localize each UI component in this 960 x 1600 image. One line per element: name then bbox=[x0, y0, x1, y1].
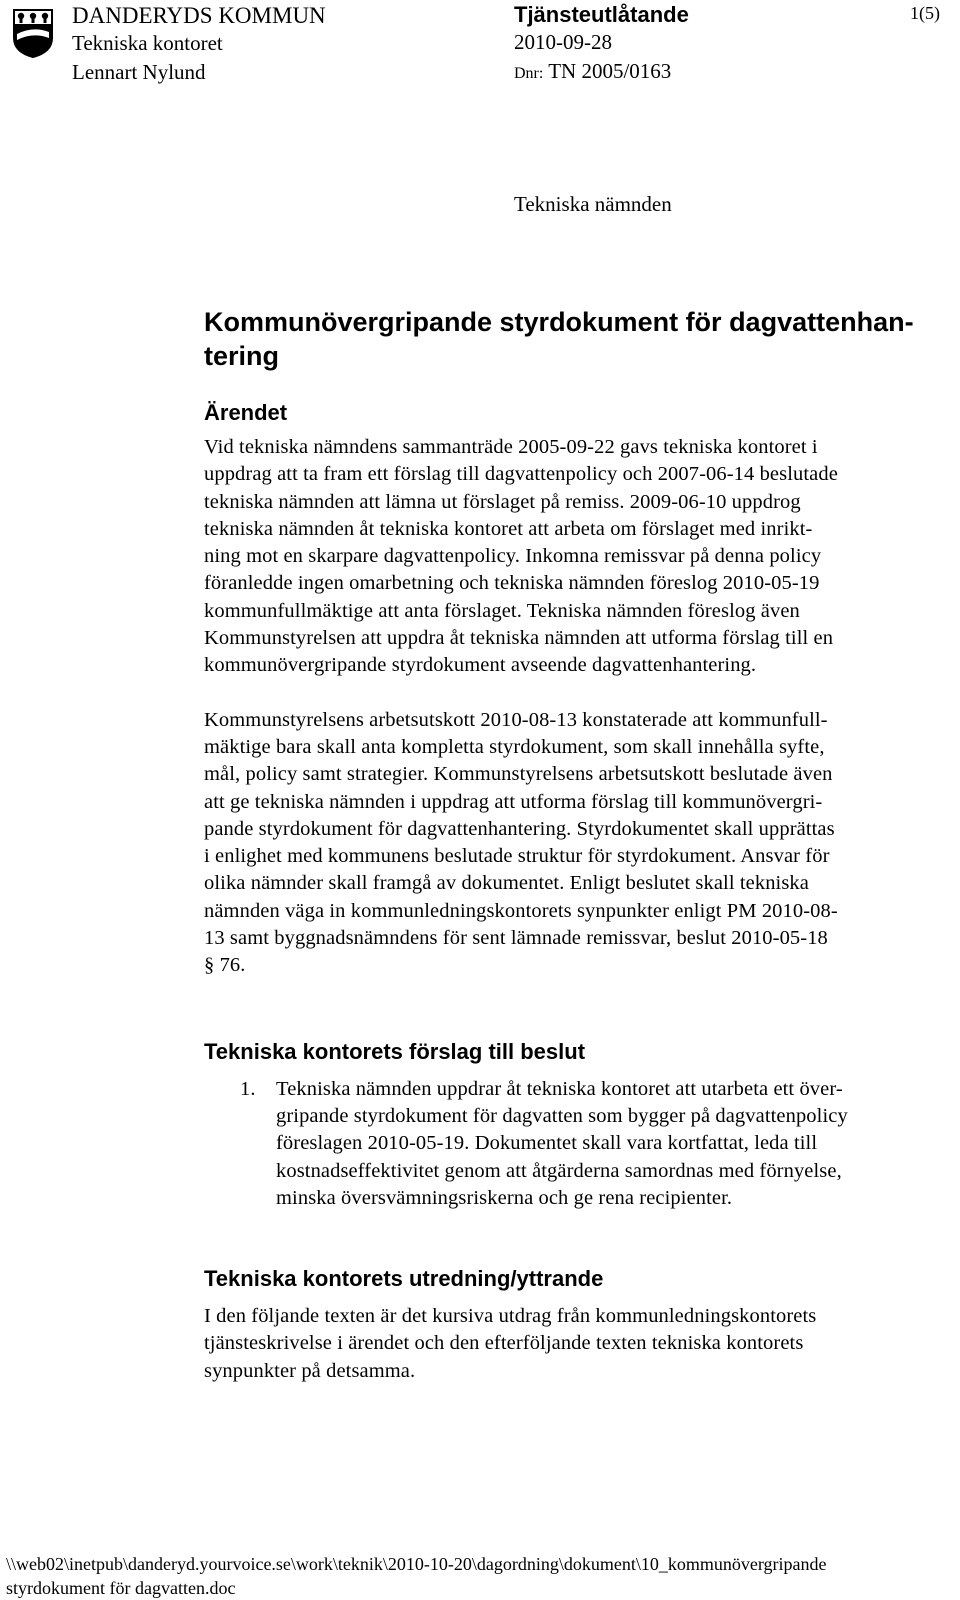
text-line: 13 samt byggnadsnämndens för sent lämnade remissvar, beslut 2010-05-18 bbox=[204, 927, 828, 950]
text-line: Vid tekniska nämndens sammanträde 2005-09-22 gavs tekniska kontoret i bbox=[204, 436, 818, 458]
organization-block bbox=[72, 2, 326, 87]
document-header bbox=[514, 2, 689, 88]
paragraph-arendet-2 bbox=[204, 707, 940, 980]
author-name: Lennart Nylund bbox=[72, 60, 206, 84]
text-line: uppdrag att ta fram ett förslag till dagvattenpolicy och 2007-06-14 beslutade bbox=[204, 463, 838, 486]
title-line: tering bbox=[204, 341, 280, 371]
text-line: Tekniska nämnden uppdrar åt tekniska kontoret att utarbeta ett över- bbox=[276, 1077, 843, 1100]
diary-number-value: TN 2005/0163 bbox=[548, 59, 672, 83]
text-line: I den följande texten är det kursiva utdrag från kommunledningskontorets bbox=[204, 1305, 817, 1328]
file-path-footer bbox=[6, 1552, 956, 1600]
text-line: kostnadseffektivitet genom att åtgärderna samordnas med förnyelse, bbox=[276, 1159, 842, 1182]
proposal-list-item bbox=[204, 1076, 940, 1212]
text-line: Kommunstyrelsens arbetsutskott 2010-08-13 konstaterade att kommunfull- bbox=[204, 708, 828, 731]
text-line: ning mot en skarpare dagvattenpolicy. Inkomna remissvar på denna policy bbox=[204, 545, 822, 568]
text-line: i enlighet med kommunens beslutade struktur för styrdokument. Ansvar för bbox=[204, 845, 830, 868]
text-line: att ge tekniska nämnden i uppdrag att utforma förslag till kommunövergri- bbox=[204, 790, 823, 813]
paragraph-arendet-1 bbox=[204, 434, 940, 680]
document-date: 2010-09-28 bbox=[514, 30, 612, 54]
text-line: pande styrdokument för dagvattenhantering. Styrdokumentet skall upprättas bbox=[204, 817, 835, 840]
text-line: kommunövergripande styrdokument avseende dagvattenhantering. bbox=[204, 654, 757, 677]
text-line: minska översvämningsriskerna och ge rena recipienter. bbox=[276, 1186, 733, 1209]
danderyd-coat-of-arms-logo bbox=[12, 8, 54, 58]
document-title bbox=[204, 305, 940, 373]
section-heading-proposal: Tekniska kontorets förslag till beslut bbox=[204, 1038, 586, 1064]
text-line: föranledde ingen omarbetning och tekniska nämnden föreslog 2010-05-19 bbox=[204, 572, 820, 595]
text-line: nämnden väga in kommunledningskontorets synpunkter enligt PM 2010-08- bbox=[204, 899, 838, 922]
text-line: gripande styrdokument för dagvatten som bygger på dagvattenpolicy bbox=[276, 1104, 848, 1127]
organization-name: DANDERYDS KOMMUN bbox=[72, 3, 326, 28]
diary-number-label: Dnr: bbox=[514, 65, 544, 82]
text-line: olika nämnder skall framgå av dokumentet. Enligt beslutet skall tekniska bbox=[204, 872, 809, 895]
paragraph-statement bbox=[204, 1303, 940, 1385]
text-line: tekniska nämnden åt tekniska kontoret att arbeta om förslaget med inrikt- bbox=[204, 517, 813, 540]
section-heading-statement: Tekniska kontorets utredning/yttrande bbox=[204, 1266, 604, 1292]
text-line: mål, policy samt strategier. Kommunstyrelsens arbetsutskott beslutade även bbox=[204, 763, 833, 786]
text-line: § 76. bbox=[204, 954, 246, 977]
text-line: synpunkter på detsamma. bbox=[204, 1359, 416, 1382]
text-line: tekniska nämnden att lämna ut förslaget på remiss. 2009-06-10 uppdrog bbox=[204, 490, 801, 513]
page-number: 1(5) bbox=[910, 3, 940, 23]
footer-path-line: styrdokument för dagvatten.doc bbox=[6, 1578, 236, 1598]
department-name: Tekniska kontoret bbox=[72, 31, 223, 55]
text-line: kommunfullmäktige att anta förslaget. Tekniska nämnden föreslog även bbox=[204, 599, 800, 622]
text-line: tjänsteskrivelse i ärendet och den efterföljande texten tekniska kontorets bbox=[204, 1332, 804, 1355]
text-line: föreslagen 2010-05-19. Dokumentet skall vara kortfattat, leda till bbox=[276, 1132, 818, 1155]
document-type: Tjänsteutlåtande bbox=[514, 2, 689, 27]
diary-number bbox=[514, 57, 689, 88]
section-heading-arendet: Ärendet bbox=[204, 400, 288, 425]
recipient: Tekniska nämnden bbox=[514, 192, 672, 216]
title-line: Kommunövergripande styrdokument för dagvattenhan- bbox=[204, 307, 914, 337]
text-line: mäktige bara skall anta kompletta styrdokument, som skall innehålla syfte, bbox=[204, 735, 825, 758]
footer-path-line: \\web02\inetpub\danderyd.yourvoice.se\work\teknik\2010-10-20\dagordning\dokument\10_kommunövergripande bbox=[6, 1554, 827, 1574]
document-body bbox=[204, 305, 940, 1385]
list-item-number: 1. bbox=[240, 1077, 256, 1100]
text-line: Kommunstyrelsen att uppdra åt tekniska nämnden att utforma förslag till en bbox=[204, 627, 834, 650]
